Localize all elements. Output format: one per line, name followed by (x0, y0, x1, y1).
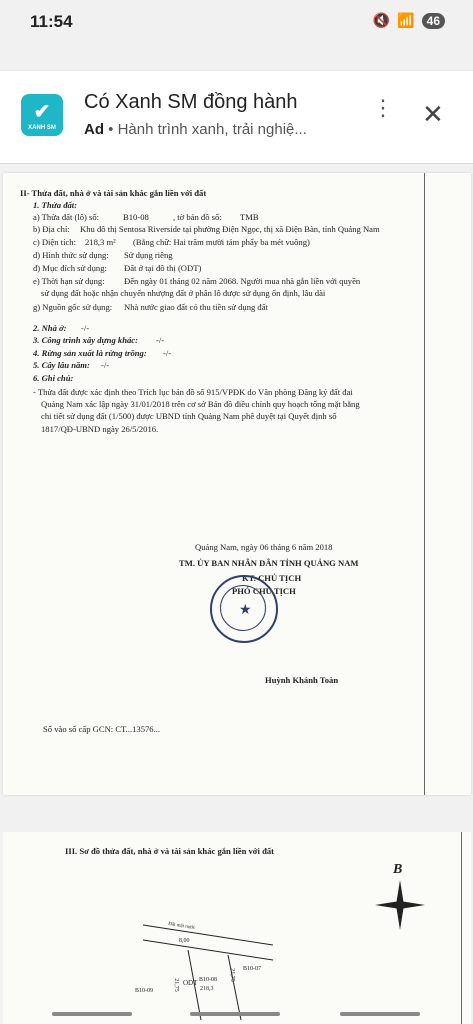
area-label: c) Diện tích: (33, 237, 76, 247)
note-line-1: - Thửa đất được xác định theo Trích lục bản đồ số 915/VPĐK do Văn phòng Đăng ký đất đai (33, 387, 353, 397)
status-bar (0, 0, 473, 46)
star-icon: ★ (239, 601, 252, 617)
area-value: 218,3 m² (85, 237, 116, 247)
document-page-2 (3, 832, 471, 1024)
parcel-label: a) Thửa đất (lô) số: (33, 212, 100, 222)
lot-code: ODT (183, 979, 198, 987)
origin-label: g) Nguồn gốc sử dụng: (33, 302, 113, 312)
status-icons (373, 12, 445, 29)
dash-2: -/- (81, 323, 90, 333)
nav-handle[interactable] (190, 1012, 280, 1016)
lot-right: B10-07 (243, 966, 261, 972)
signing-date: Quảng Nam, ngày 06 tháng 6 năm 2018 (195, 542, 333, 552)
note-line-3: chi tiết sử dụng đất (1/500) được UBND tỉnh Quảng Nam phê duyệt tại Quyết định số (41, 411, 337, 421)
dimension-left: 21,75 (172, 978, 179, 992)
ad-banner[interactable] (0, 70, 473, 164)
purpose-value: Đất ở tại đô thị (ODT) (124, 263, 202, 273)
nav-pill-left (52, 1012, 132, 1016)
close-icon[interactable]: ✕ (422, 99, 444, 129)
lot-number: B10-08 (199, 977, 217, 983)
ad-subtitle: Ad • Hành trình xanh, trải nghiệ... (84, 121, 307, 138)
origin-value: Nhà nước giao đất có thu tiền sử dụng đất (124, 302, 268, 312)
doc-heading: II- Thửa đất, nhà ở và tài sản khác gắn liền với đất (20, 188, 207, 198)
north-arrow-label: B (393, 862, 403, 877)
area-words: (Bằng chữ: Hai trăm mười tám phẩy ba mét vuông) (133, 237, 310, 247)
purpose-label: đ) Mục đích sử dụng: (33, 263, 107, 273)
page-edge-line (424, 173, 425, 795)
dash-5: -/- (101, 360, 110, 370)
page-edge-line-2 (461, 832, 462, 1024)
address-value: Khu đô thị Sentosa Riverside tại phường Điện Ngọc, thị xã Điện Bàn, tỉnh Quảng Nam (80, 224, 380, 234)
usage-form-value: Sử dụng riêng (124, 250, 173, 260)
official-seal (210, 575, 278, 643)
address-label: b) Địa chỉ: (33, 224, 70, 234)
term-value: Đến ngày 01 tháng 02 năm 2068. Người mua nhà gắn liền với quyền (124, 276, 361, 286)
mute-icon: 🔇 (372, 12, 391, 28)
parcel-value: B10-08 (123, 212, 149, 222)
issuing-organization: TM. ỦY BAN NHÂN DÂN TỈNH QUẢNG NAM (179, 558, 359, 568)
clock: 11:54 (30, 12, 73, 31)
signer-name: Huỳnh Khánh Toàn (265, 675, 339, 685)
map-value: TMB (240, 212, 259, 222)
check-icon: ✔ (33, 101, 51, 123)
map-label: , tờ bản đồ số: (173, 212, 222, 222)
note-line-2: Quảng Nam xác lập ngày 31/01/2018 trên cơ sở Bản đồ điều chỉnh quy hoạch tổng mặt bằng (41, 399, 360, 409)
usage-form-label: d) Hình thức sử dụng: (33, 250, 109, 260)
term-label: e) Thời hạn sử dụng: (33, 276, 105, 286)
section-1: 1. Thửa đất: (33, 200, 78, 210)
xanh-sm-logo: ✔ XANH SM (21, 94, 63, 136)
term-value-2: sử dụng đất hoặc nhận chuyển nhượng đất ở phân lô được sử dụng ổn định, lâu dài (41, 288, 326, 298)
more-options-icon[interactable]: ⋮ (372, 95, 394, 120)
lot-area: 218,3 (200, 986, 214, 992)
road-label: Đất mặt nước (167, 921, 196, 932)
dash-3: -/- (156, 335, 165, 345)
lot-left: B10-09 (135, 988, 153, 994)
signer-role-1: KT. CHỦ TỊCH (242, 573, 302, 583)
section-6: 6. Ghi chú: (33, 373, 74, 383)
section-3-heading: III. Sơ đồ thửa đất, nhà ở và tài sản khác gắn liền với đất (65, 846, 275, 856)
signer-role-2: PHÓ CHỦ TỊCH (232, 586, 296, 596)
section-5: 5. Cây lâu năm: (33, 360, 90, 370)
dimension-right: 21,75 (228, 968, 235, 982)
dimension-top: 8,00 (179, 938, 190, 944)
compass-icon (375, 880, 425, 930)
section-3: 3. Công trình xây dựng khác: (33, 335, 138, 345)
section-2: 2. Nhà ở: (33, 323, 67, 333)
nav-pill-right (340, 1012, 420, 1016)
section-4: 4. Rừng sản xuất là rừng trồng: (33, 348, 147, 358)
document-page-1 (3, 173, 471, 795)
battery-badge: 46 (422, 13, 445, 29)
wifi-icon: 📶 (397, 12, 415, 28)
dash-4: -/- (163, 348, 172, 358)
note-line-4: 1817/QĐ-UBND ngày 26/5/2016. (41, 424, 159, 434)
ad-title[interactable]: Có Xanh SM đồng hành (84, 91, 298, 113)
certificate-number: Số vào sổ cấp GCN: CT...13576... (43, 724, 161, 734)
